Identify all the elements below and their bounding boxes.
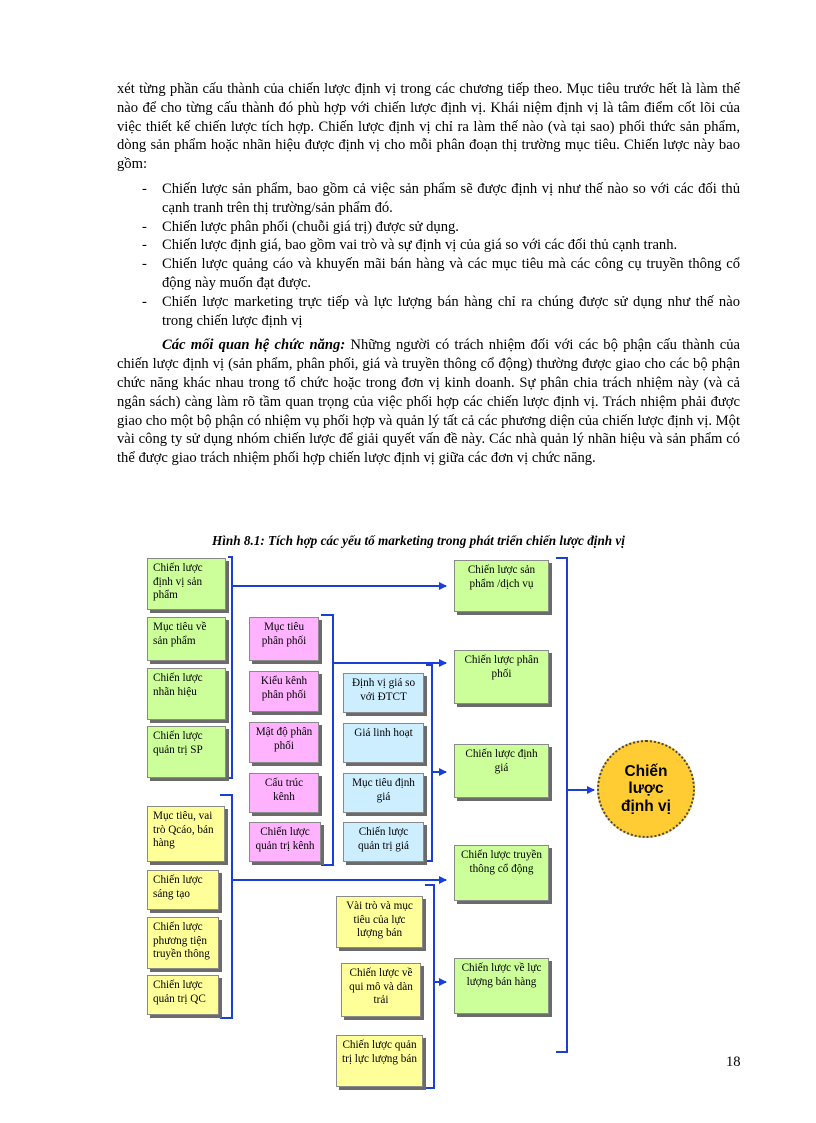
functional-heading: Các mối quan hệ chức năng: bbox=[162, 337, 346, 354]
product-management-box: Chiến lược quản trị SP bbox=[147, 726, 226, 778]
salesforce-strategy-box: Chiến lược về lực lượng bán hàng bbox=[454, 958, 549, 1014]
promotion-strategy-box: Chiến lược truyền thông cổ động bbox=[454, 845, 549, 901]
product-strategy-box: Chiến lược sản phẩm /dịch vụ bbox=[454, 560, 549, 612]
list-item-text: Chiến lược sản phẩm, bao gồm cả việc sản phẩm sẽ được định vị như thế nào so với các đối thủ cạnh tranh trên thị trường/sản phẩm đó. bbox=[162, 180, 740, 216]
channel-management-box: Chiến lược quản trị kênh bbox=[249, 822, 321, 862]
list-item-text: Chiến lược marketing trực tiếp và lực lượng bán hàng chỉ ra chúng được sử dụng như thế nào trong chiến lược định vị bbox=[162, 293, 740, 329]
functional-text: Những người có trách nhiệm đối với các bộ phận cấu thành của chiến lược định vị (sản phẩm, phân phối, giá và truyền thông cổ động) thường được giao cho các bộ phận chức năng khác nhau trong tổ chức hoặc trong đơn vị kinh doanh. Sự phân chia trách nhiệm này (và cả ngân sách) càng làm rõ tầm quan trọng của việc phối hợp các chiến lược định vị. Trách nhiệm phải được giao cho một bộ phận có nhiệm vụ phối hợp và quản lý tất cả các phương diện của chiến lược định vị. Một vài công ty sử dụng nhóm chiến lược để giải quyết vấn đề này. Các nhà quản lý nhãn hiệu và sản phẩm có thể được giao trách nhiệm phối hợp chiến lược định vị giữa các đơn vị chức năng. bbox=[117, 337, 740, 467]
circle-label: Chiến lược định vị bbox=[621, 762, 671, 815]
channel-structure-box: Cấu trúc kênh bbox=[249, 773, 319, 813]
distribution-density-box: Mật độ phân phối bbox=[249, 722, 319, 763]
ad-objectives-box: Mục tiêu, vai trò Qcáo, bán hàng bbox=[147, 806, 225, 862]
salesforce-size-box: Chiến lược về qui mô và dàn trải bbox=[341, 963, 421, 1017]
pricing-objectives-box: Mục tiêu định giá bbox=[343, 773, 424, 813]
list-item-text: Chiến lược quảng cáo và khuyến mãi bán hàng và các mục tiêu mà các công cụ truyền thông cổ động này muốn đạt được. bbox=[162, 256, 740, 291]
figure-caption: Hình 8.1: Tích hợp các yếu tố marketing trong phát triển chiến lược định vị bbox=[212, 533, 625, 548]
positioning-strategy-circle bbox=[597, 740, 695, 838]
distribution-objectives-box: Mục tiêu phân phối bbox=[249, 617, 319, 661]
bullet-dash: - bbox=[142, 180, 147, 197]
media-strategy-box: Chiến lược phương tiện truyền thông bbox=[147, 917, 219, 969]
salesforce-role-box: Vài trò và mục tiêu của lực lượng bán bbox=[336, 896, 423, 948]
creative-strategy-box: Chiến lược sáng tạo bbox=[147, 870, 219, 910]
pricing-strategy-box: Chiến lược định giá bbox=[454, 744, 549, 798]
list-item-text: Chiến lược định giá, bao gồm vai trò và sự định vị của giá so với các đối thủ cạnh tranh. bbox=[162, 237, 678, 254]
bullet-dash: - bbox=[142, 218, 147, 235]
product-positioning-box: Chiến lược định vị sản phẩm bbox=[147, 558, 226, 610]
price-positioning-box: Định vị giá so với ĐTCT bbox=[343, 673, 424, 713]
bullet-dash: - bbox=[142, 256, 147, 273]
page-number: 18 bbox=[726, 1054, 741, 1070]
list-item-text: Chiến lược phân phối (chuỗi giá trị) được sử dụng. bbox=[162, 218, 459, 235]
brand-strategy-box: Chiến lược nhãn hiệu bbox=[147, 668, 226, 720]
bullet-dash: - bbox=[142, 293, 147, 310]
product-objectives-box: Mục tiêu về sản phẩm bbox=[147, 617, 226, 661]
distribution-strategy-box: Chiến lược phân phối bbox=[454, 650, 549, 704]
salesforce-management-box: Chiến lược quản trị lực lượng bán bbox=[336, 1035, 423, 1087]
flexible-price-box: Giá linh hoạt bbox=[343, 723, 424, 763]
ad-management-box: Chiến lược quản trị QC bbox=[147, 975, 219, 1015]
bullet-dash: - bbox=[142, 237, 147, 254]
channel-type-box: Kiểu kênh phân phối bbox=[249, 671, 319, 712]
intro-paragraph: xét từng phần cấu thành của chiến lược định vị trong các chương tiếp theo. Mục tiêu trước hết là làm thế nào để cho từng cấu thành đó phù hợp với chiến lược định vị. Khái niệm định vị là tâm điểm cốt lõi của việc thiết kế chiến lược tích hợp. Chiến lược định vị chỉ ra làm thế nào (và tại sao) phối thức sản phẩm, dòng sản phẩm hoặc nhãn hiệu được định vị cho mỗi phân đoạn thị trường mục tiêu. Chiến lược này bao gồm: bbox=[117, 81, 740, 173]
price-management-box: Chiến lược quản trị giá bbox=[343, 822, 424, 862]
